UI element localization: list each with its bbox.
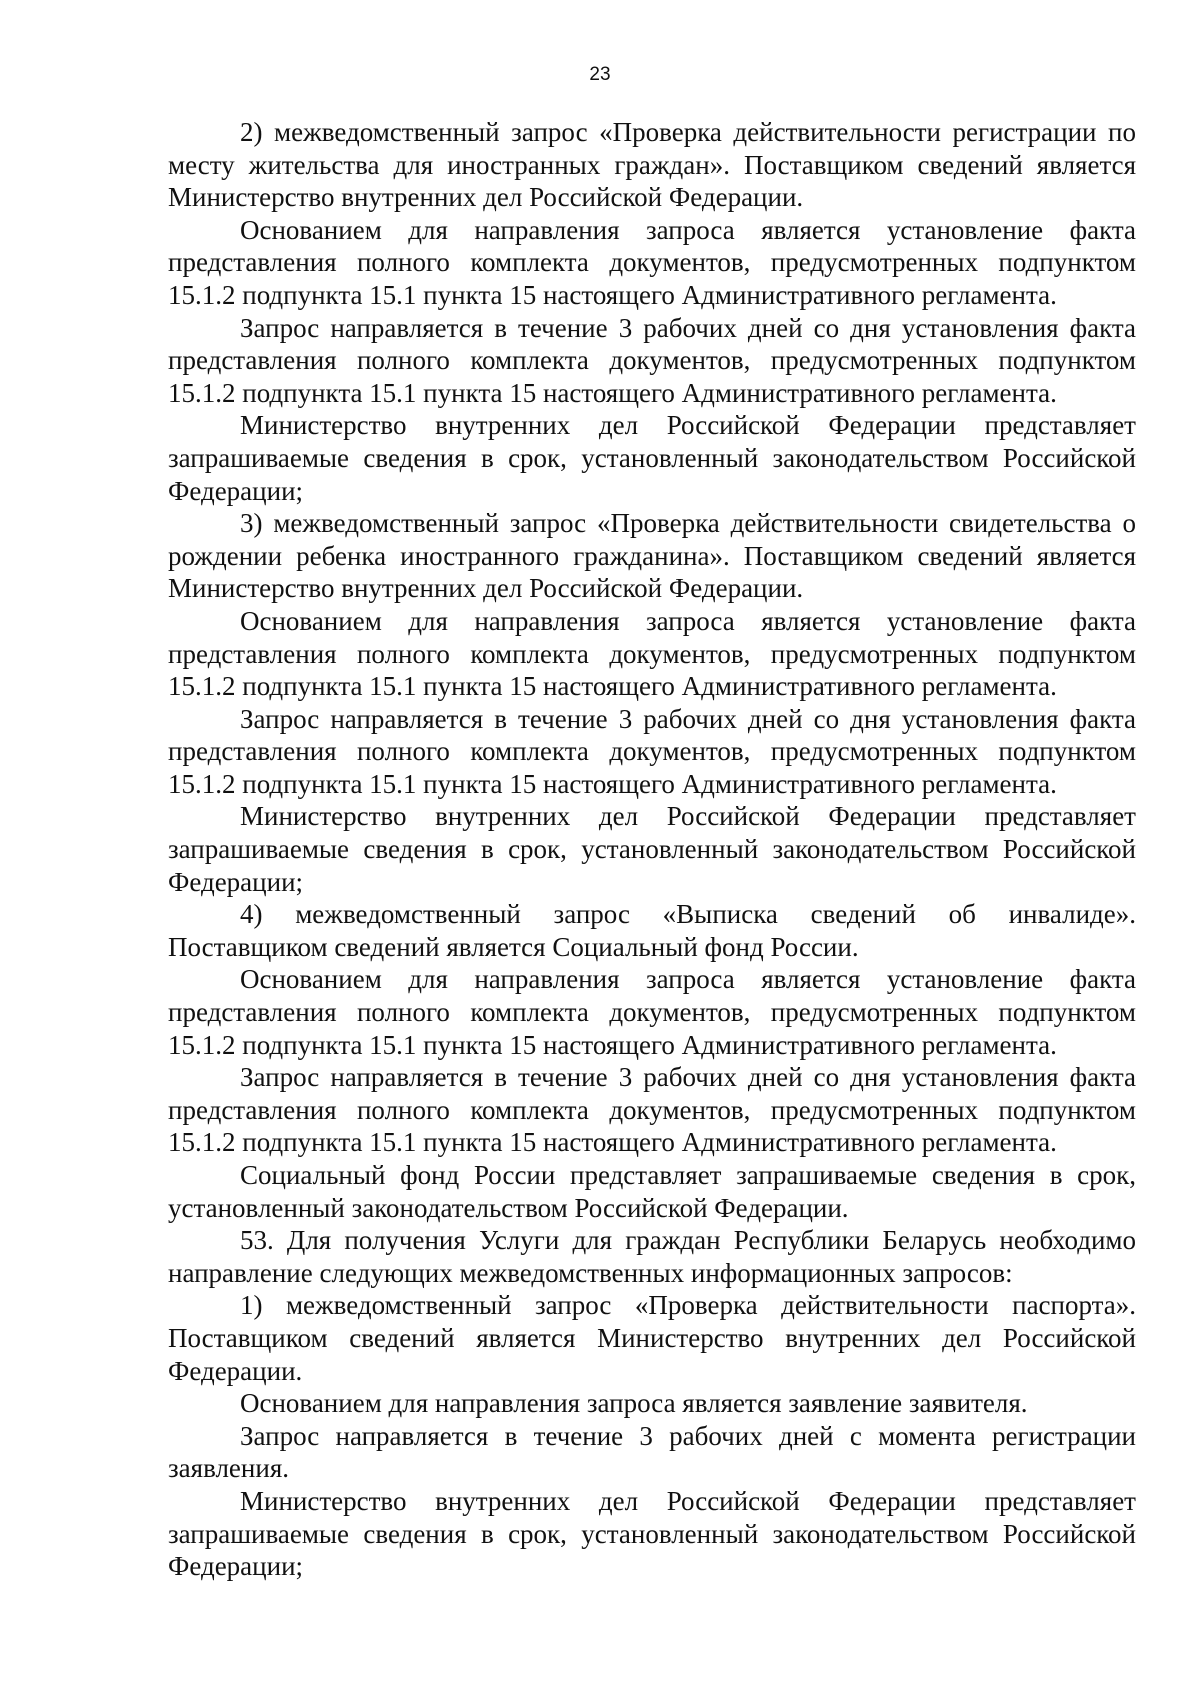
document-body — [168, 116, 1136, 1583]
paragraph: 3) межведомственный запрос «Проверка действительности свидетельства о рождении ребенка иностранного гражданина». Поставщиком сведений является Министерство внутренних дел Российской Федерации. — [168, 508, 1136, 604]
paragraph: Министерство внутренних дел Российской Федерации представляет запрашиваемые сведения в срок, установленный законодательством Российской Федерации; — [168, 1485, 1136, 1582]
page-number: 23 — [589, 64, 611, 85]
paragraph: Основанием для направления запроса является заявление заявителя. — [240, 1388, 1028, 1419]
paragraph: 4) межведомственный запрос «Выписка сведений об инвалиде». Поставщиком сведений является Социальный фонд России. — [168, 899, 1136, 962]
paragraph: Запрос направляется в течение 3 рабочих дней со дня установления факта представления полного комплекта документов, предусмотренных подпунктом 15.1.2 подпункта 15.1 пункта 15 настоящего Административного регламента. — [168, 1062, 1136, 1158]
paragraph: Запрос направляется в течение 3 рабочих дней со дня установления факта представления полного комплекта документов, предусмотренных подпунктом 15.1.2 подпункта 15.1 пункта 15 настоящего Административного регламента. — [168, 703, 1136, 799]
paragraph: 53. Для получения Услуги для граждан Республики Беларусь необходимо направление следующих межведомственных информационных запросов: — [168, 1225, 1136, 1288]
paragraph: Основанием для направления запроса является установление факта представления полного комплекта документов, предусмотренных подпунктом 15.1.2 подпункта 15.1 пункта 15 настоящего Административного регламента. — [168, 605, 1136, 702]
paragraph: Министерство внутренних дел Российской Федерации представляет запрашиваемые сведения в срок, установленный законодательством Российской Федерации; — [168, 801, 1136, 897]
paragraph: Основанием для направления запроса является установление факта представления полного комплекта документов, предусмотренных подпунктом 15.1.2 подпункта 15.1 пункта 15 настоящего Административного регламента. — [168, 964, 1136, 1060]
paragraph: Социальный фонд России представляет запрашиваемые сведения в срок, установленный законодательством Российской Федерации. — [168, 1160, 1136, 1223]
paragraph: 2) межведомственный запрос «Проверка действительности регистрации по месту жительства для иностранных граждан». Поставщиком сведений является Министерство внутренних дел Российской Федерации. — [168, 117, 1136, 213]
paragraph: Основанием для направления запроса является установление факта представления полного комплекта документов, предусмотренных подпунктом 15.1.2 подпункта 15.1 пункта 15 настоящего Административного регламента. — [168, 214, 1136, 310]
paragraph: 1) межведомственный запрос «Проверка действительности паспорта». Поставщиком сведений является Министерство внутренних дел Российской Федерации. — [168, 1290, 1136, 1386]
paragraph: Запрос направляется в течение 3 рабочих дней с момента регистрации заявления. — [168, 1420, 1136, 1484]
paragraph: Министерство внутренних дел Российской Федерации представляет запрашиваемые сведения в срок, установленный законодательством Российской Федерации; — [168, 410, 1136, 506]
paragraph: Запрос направляется в течение 3 рабочих дней со дня установления факта представления полного комплекта документов, предусмотренных подпунктом 15.1.2 подпункта 15.1 пункта 15 настоящего Административного регламента. — [168, 312, 1136, 408]
